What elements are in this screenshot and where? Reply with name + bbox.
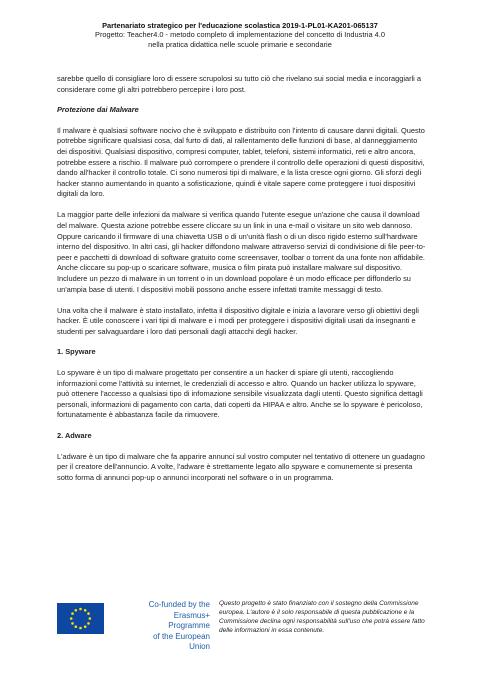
funding-disclaimer: Questo progetto è stato finanziato con il sostegno della Commissione europea. L'autore è il solo responsabile di questa pubblicazione e la Commissione declina ogni responsabilità sull'uso che potrà essere fatto delle informazioni in essa contenute. <box>219 600 425 634</box>
eu-cofunded-label <box>130 600 210 653</box>
heading-adware: 2. Adware <box>57 431 92 441</box>
intro-paragraph: sarebbe quello di consigliare loro di essere scrupolosi su tutto ciò che rivelano sui social media e incoraggiarli a considerare come gli altri potrebbero percepire i loro post. <box>57 74 421 94</box>
paragraph-spyware: Lo spyware è un tipo di malware progettato per consentire a un hacker di spiare gli utenti, raccogliendo informazioni come l'attività su internet, le credenziali di accesso e altro. Quando un hacker utilizza lo spyware, può ottenere l'accesso a qualsiasi tipo di infomazione sensibile visualizzata dagli utenti. Questo significa dettagli personali, informazioni di pagamento con carta, dati coperti da HIPAA e altro. Anche se lo spyware è pericoloso, fortunatamente è abbastanza facile da rimuovere. <box>57 368 423 420</box>
cofunded-line-3: of the European Union <box>153 631 210 651</box>
header-partnership-line: Partenariato strategico per l'educazione scolastica 2019-1-PL01-KA201-065137 <box>102 21 378 30</box>
header-project-line: Progetto: Teacher4.0 - metodo completo di implementazione del concetto di Industria 4.0 <box>95 30 385 39</box>
cofunded-line-2: Erasmus+ Programme <box>168 610 210 630</box>
heading-spyware: 1. Spyware <box>57 347 96 357</box>
section-title: Protezione dai Malware <box>57 105 139 115</box>
cofunded-line-1: Co-funded by the <box>148 600 210 609</box>
eu-flag-icon <box>57 603 104 634</box>
page-footer <box>57 597 437 651</box>
page-header <box>0 21 480 49</box>
paragraph-malware-definition: Il malware è qualsiasi software nocivo che è sviluppato e distribuito con l'intento di causare danni digitali. Questo potrebbe significare qualsiasi cosa, dal furto di dati, al rallentamento delle funzioni di base, al danneggiamento dei dispositivi. Qualsiasi dispositivo, compresi computer, tablet, telefoni, sistemi informatici, reti e altro ancora, potrebbe essere a rischio. Il malware può corrompere o prendere il controllo delle operazioni di questi dispositivi, dando all'hacker il controllo totale. Ci sono numerosi tipi di malware, e la lista cresce ogni giorno. Gli sforzi degli hacker stanno aumentando in quanto a sofisticazione, quindi è vitale sapere come proteggere i tuoi dispositivi digitali da loro. <box>57 125 425 199</box>
paragraph-adware: L'adware è un tipo di malware che fa apparire annunci sul vostro computer nel tentativo di ottenere un guadagno per il creatore dell'annuncio. A volte, l'adware è strettamente legato allo spyware e comunemente si presenta sotto forma di annunci pop-up o annunci incorporati nel software o in un programma. <box>57 451 425 482</box>
paragraph-malware-infection: La maggior parte delle infezioni da malware si verifica quando l'utente esegue un'azione che causa il download del malware. Questa azione potrebbe essere cliccare su un link in una e-mail o visitare un sito web dannoso. Oppure caricando il firmware di una chiavetta USB o di un'unità flash o di un disco rigido esterno sull'hardware interno del dispositivo. In altri casi, gli hacker diffondono malware attraverso servizi di condivisione di file peer-to-peer e pacchetti di download di software gratuito come screensaver, toolbar o torrent da una fonte non affidabile. Anche cliccare su pop-up o scaricare software, musica o film pirata può installare malware sul dispositivo. Includere un pezzo di malware in un torrent o in un download popolare è un modo efficace per diffonderlo su un'ampia base di utenti. I dispositivi mobili possono anche essere infettati tramite messaggi di testo. <box>57 210 426 294</box>
document-body <box>57 74 427 483</box>
header-subtitle-line: nella pratica didattica nelle scuole primarie e secondarie <box>148 39 332 49</box>
paragraph-malware-protection: Una volta che il malware è stato installato, infetta il dispositivo digitale e inizia a lavorare verso gli obiettivi degli hacker. È utile conoscere i vari tipi di malware e i modi per proteggere i dispositivi digitali usati da insegnanti e studenti per salvaguardare i loro dati personali dagli attacchi degli hacker. <box>57 305 419 336</box>
